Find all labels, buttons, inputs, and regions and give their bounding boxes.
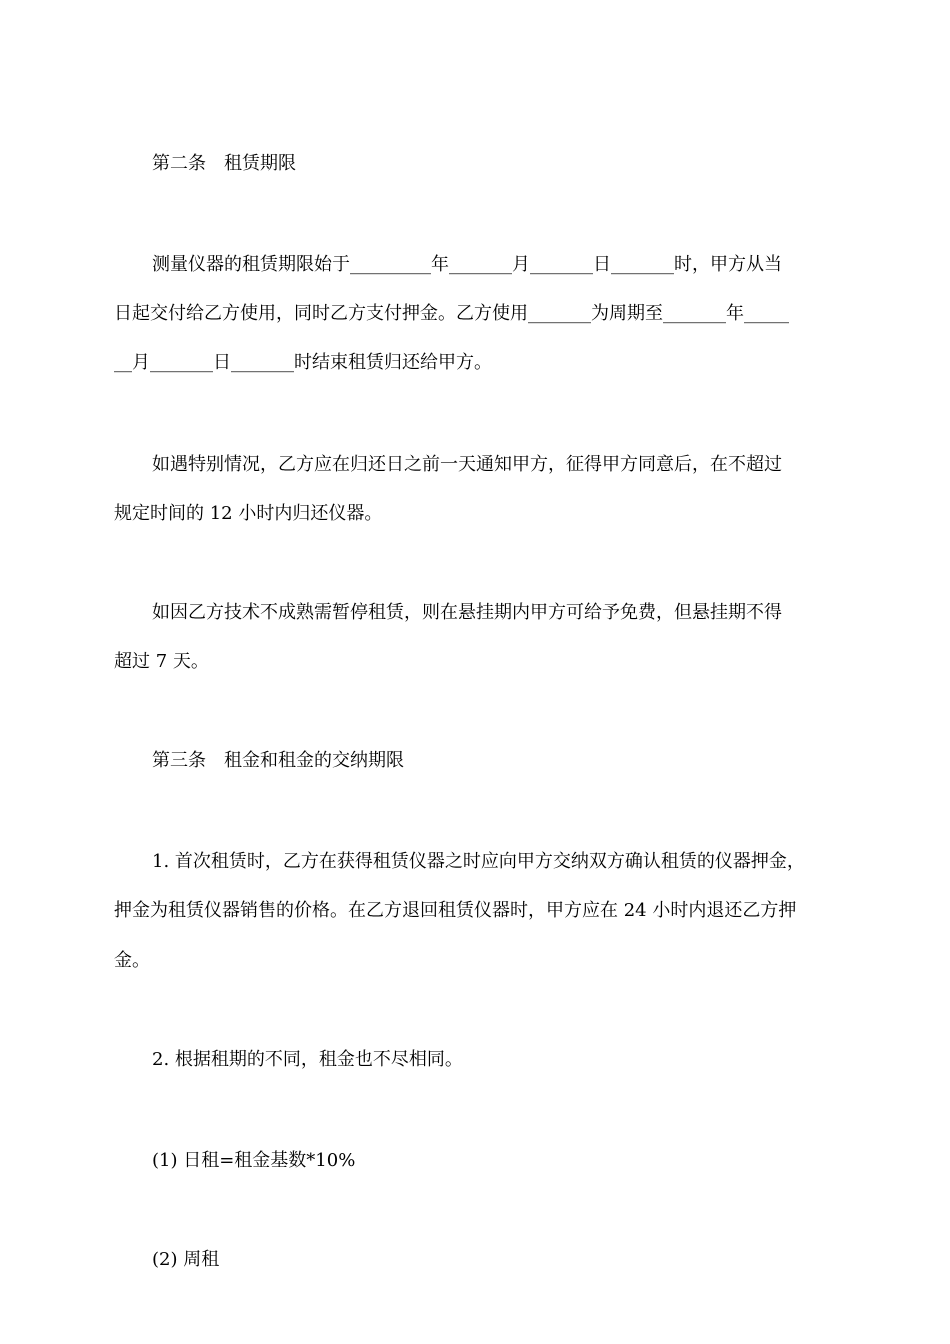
article-2-heading: 第二条 租赁期限 <box>152 153 296 174</box>
article-2-paragraph-1-line-1: 测量仪器的租赁期限始于_________年_______月_______日_______时，甲方从当 <box>152 254 782 275</box>
article-2-paragraph-2-line-2: 规定时间的 12 小时内归还仪器。 <box>114 503 383 524</box>
article-2-paragraph-2-line-1: 如遇特别情况，乙方应在归还日之前一天通知甲方，征得甲方同意后，在不超过 <box>152 454 782 475</box>
article-2-paragraph-3-line-1: 如因乙方技术不成熟需暂停租赁，则在悬挂期内甲方可给予免费，但悬挂期不得 <box>152 602 782 623</box>
article-3-item-2: 2. 根据租期的不同，租金也不尽相同。 <box>152 1049 463 1070</box>
article-2-paragraph-3-line-2: 超过 7 天。 <box>114 651 209 672</box>
article-3-item-1-line-3: 金。 <box>114 950 150 971</box>
article-3-item-2-sub-2: (2) 周租 <box>152 1249 220 1270</box>
article-3-item-1-line-1: 1. 首次租赁时，乙方在获得租赁仪器之时应向甲方交纳双方确认租赁的仪器押金， <box>152 851 805 872</box>
article-3-item-2-sub-1: (1) 日租=租金基数*10% <box>152 1150 356 1171</box>
article-2-paragraph-1-line-2: 日起交付给乙方使用，同时乙方支付押金。乙方使用_______为周期至_______年_____ <box>114 303 789 324</box>
article-3-heading: 第三条 租金和租金的交纳期限 <box>152 750 404 771</box>
article-2-paragraph-1-line-3: __月_______日_______时结束租赁归还给甲方。 <box>114 352 492 373</box>
article-3-item-1-line-2: 押金为租赁仪器销售的价格。在乙方退回租赁仪器时，甲方应在 24 小时内退还乙方押 <box>114 900 797 921</box>
